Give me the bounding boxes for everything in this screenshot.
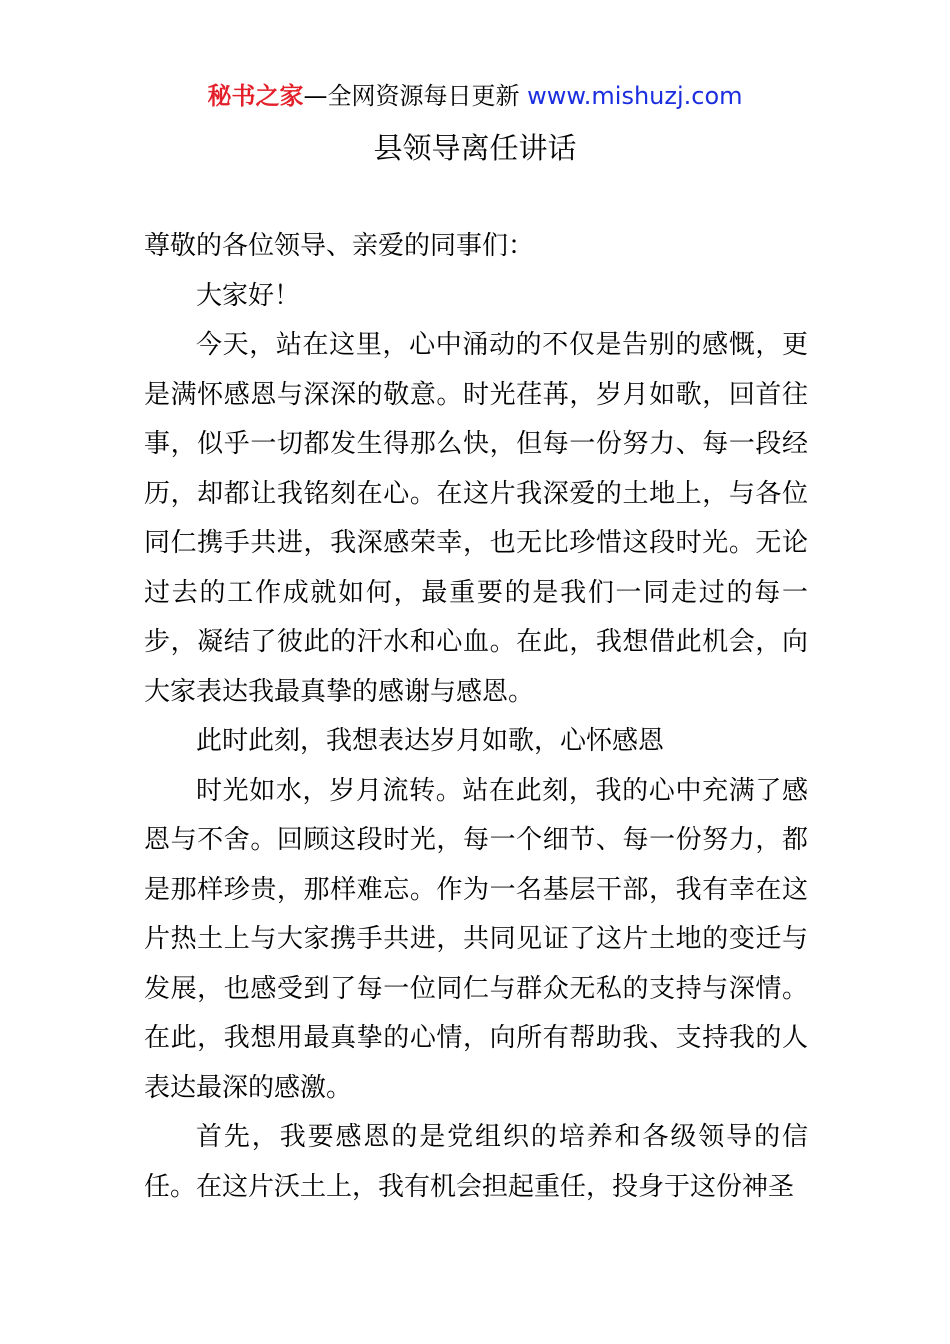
body-paragraph: 今天，站在这里，心中涌动的不仅是告别的感慨，更是满怀感恩与深深的敬意。时光荏苒，岁月如歌，回首往事，似乎一切都发生得那么快，但每一份努力、每一段经历，却都让我铭刻在心。在这片我深爱的土地上，与各位同仁携手共进，我深感荣幸，也无比珍惜这段时光。无论过去的工作成就如何，最重要的是我们一同走过的每一步，凝结了彼此的汗水和心血。在此，我想借此机会，向大家表达我最真挚的感谢与感恩。 <box>144 330 808 707</box>
brand-name: 秘书之家 <box>207 82 304 110</box>
body-paragraph: 时光如水，岁月流转。站在此刻，我的心中充满了感恩与不舍。回顾这段时光，每一个细节、每一份努力，都是那样珍贵，那样难忘。作为一名基层干部，我有幸在这片热土上与大家携手共进，共同见证了这片土地的变迁与发展，也感受到了每一位同仁与群众无私的支持与深情。在此，我想用最真挚的心情，向所有帮助我、支持我的人表达最深的感激。 <box>144 775 808 1103</box>
greeting-paragraph: 大家好！ <box>196 280 301 311</box>
site-url-link[interactable]: www.mishuzj.com <box>527 82 743 110</box>
document-body <box>144 222 808 1212</box>
site-tagline: —全网资源每日更新 <box>303 82 520 110</box>
site-header <box>0 80 950 112</box>
body-paragraph: 首先，我要感恩的是党组织的培养和各级领导的信任。在这片沃土上，我有机会担起重任，投身于这份神圣 <box>144 1122 808 1202</box>
salutation-paragraph: 尊敬的各位领导、亲爱的同事们： <box>144 231 535 261</box>
document-title: 县领导离任讲话 <box>373 131 577 165</box>
section-heading-paragraph: 此时此刻，我想表达岁月如歌，心怀感恩 <box>196 726 665 756</box>
